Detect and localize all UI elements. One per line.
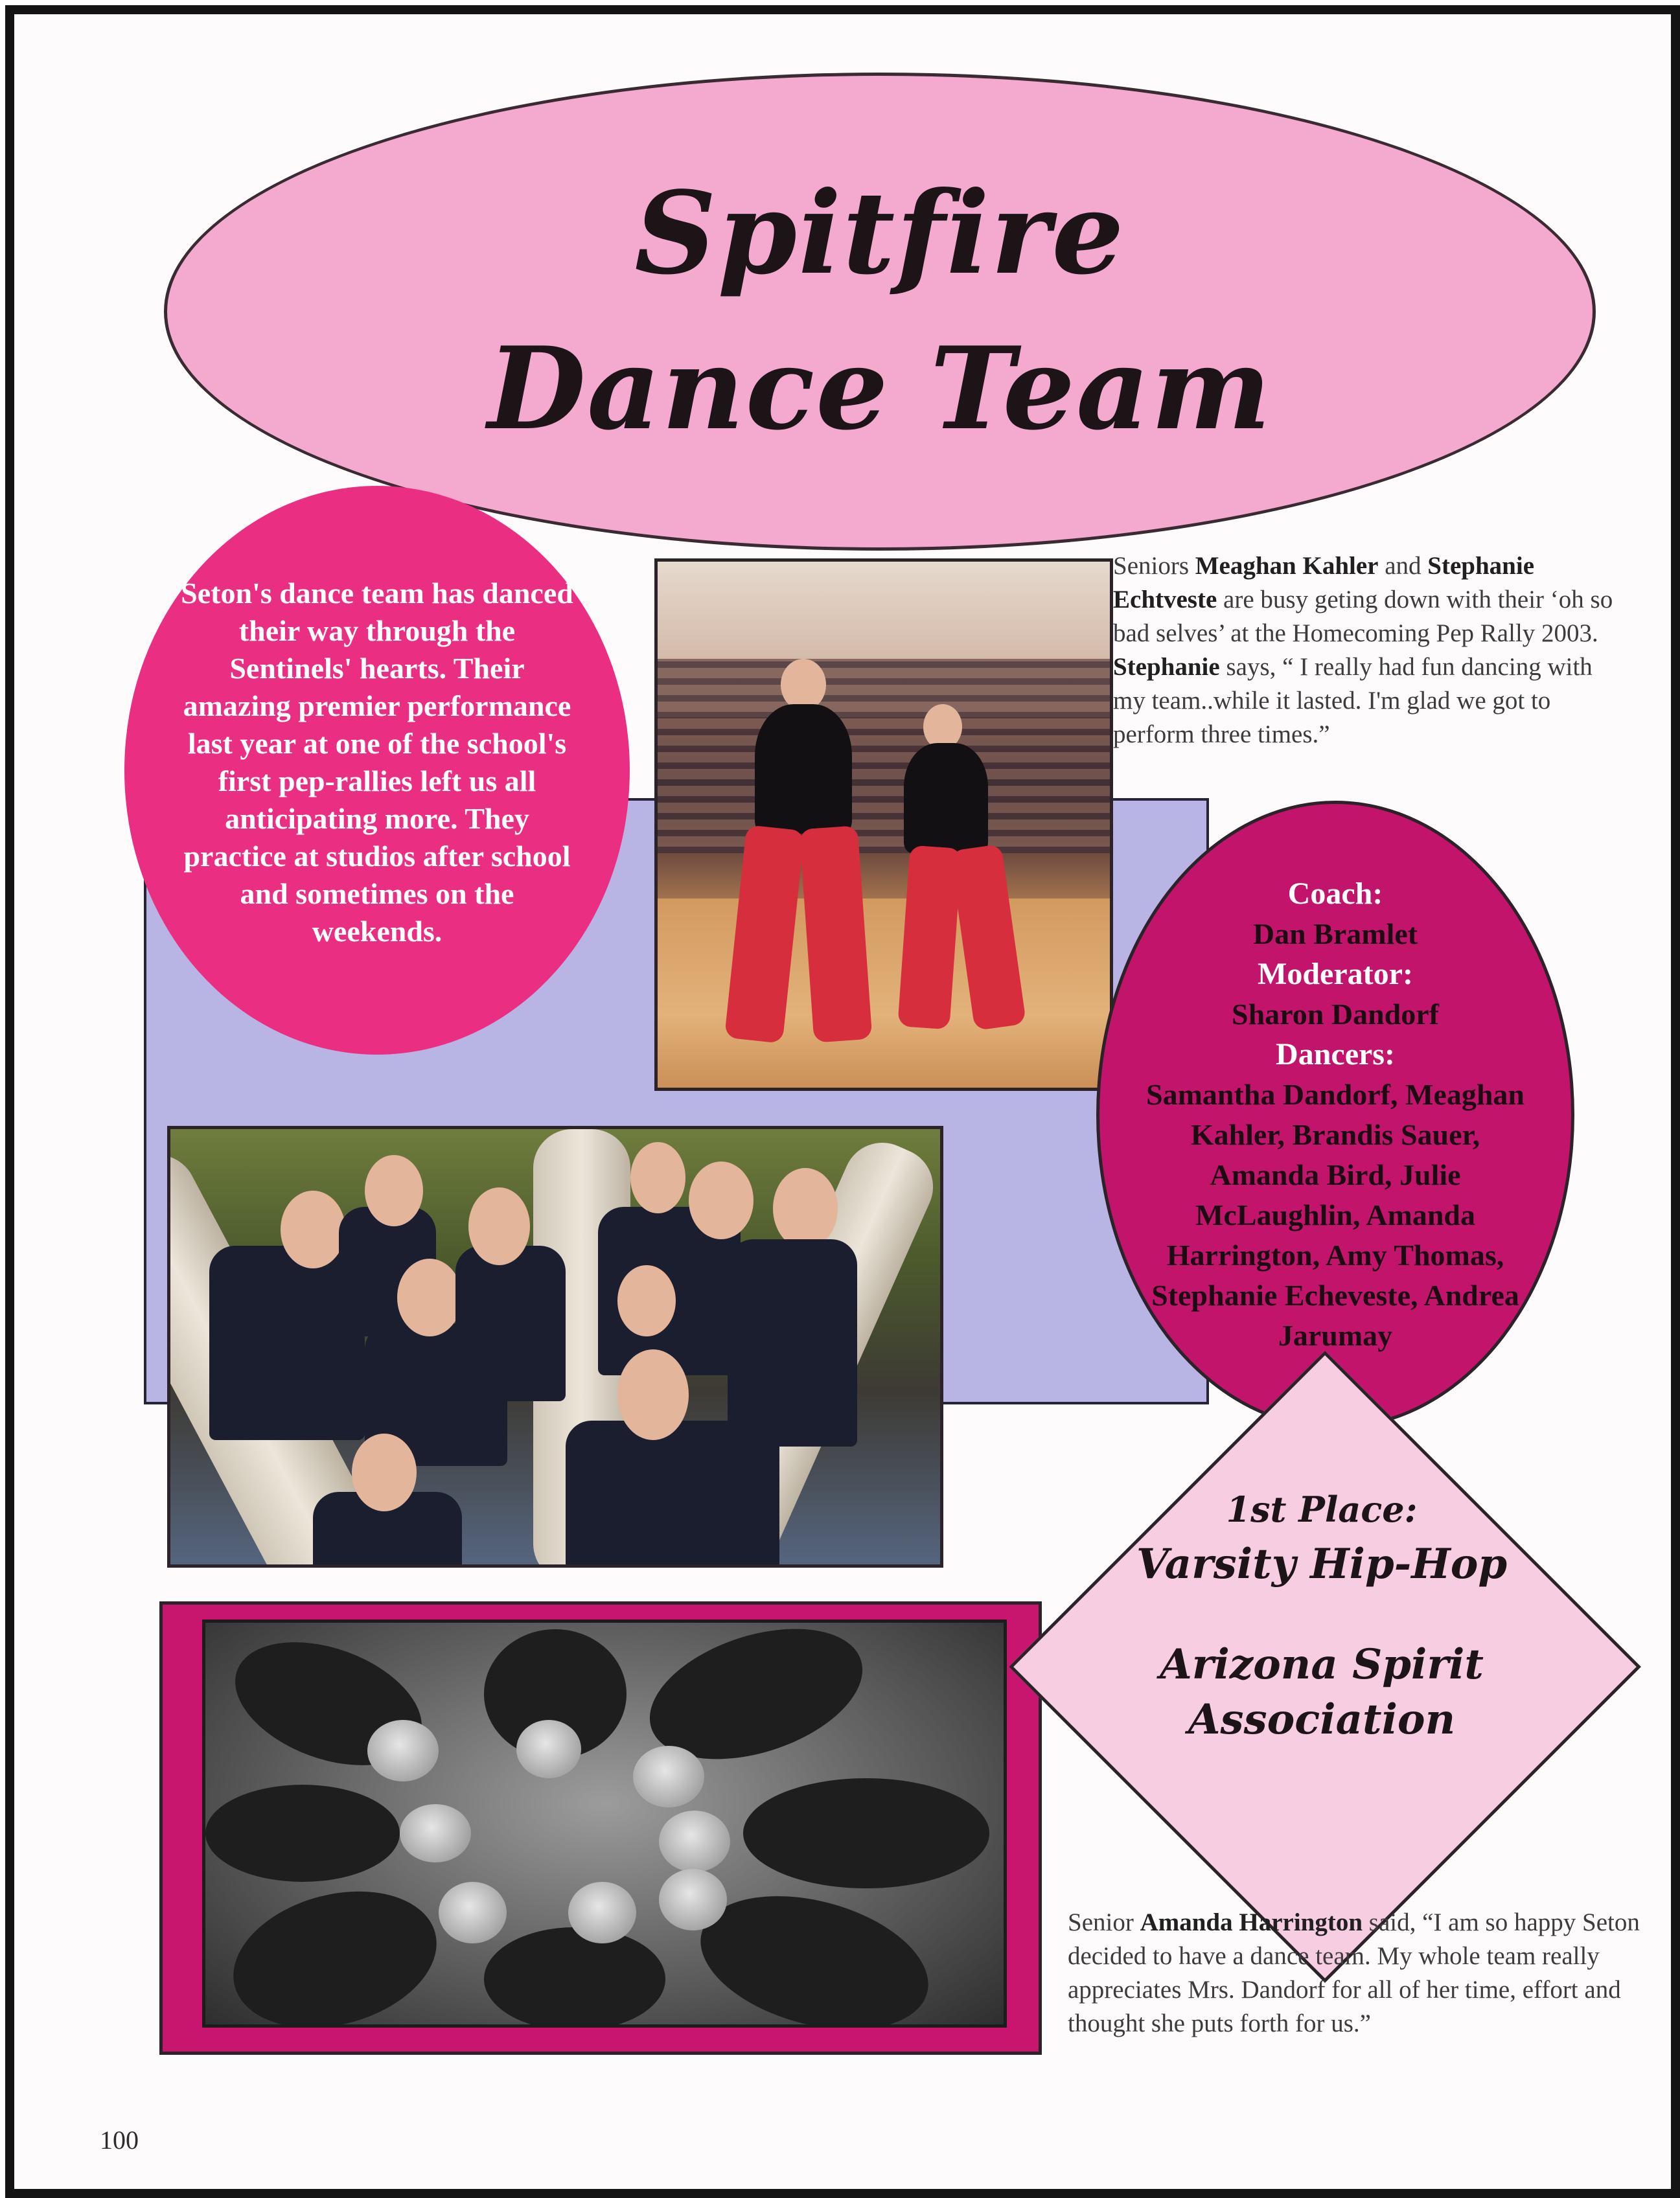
photo-person-face: [617, 1265, 676, 1336]
caption-top-name: Stephanie: [1113, 653, 1220, 681]
photo-dancer-torso: [904, 743, 988, 853]
photo-bw-face: [400, 1804, 471, 1862]
caption-bottom-text: said, “I am so happy Seton decided to have a dance team. My whole team really appreciates Mrs. Dandorf for all of her time, effort and thought she puts forth for us.”: [1068, 1908, 1640, 2037]
caption-top-text: and: [1385, 552, 1421, 580]
photo-gym-floor: [658, 899, 1110, 1091]
photo-bleachers: [658, 659, 1110, 853]
award-org-line-1: Arizona Spirit: [1160, 1640, 1484, 1689]
photo-bw-person: [484, 1927, 665, 2028]
photo-bw-person: [205, 1785, 400, 1882]
title-line-1: Spitfire: [634, 167, 1125, 300]
photo-bw-person: [743, 1778, 989, 1888]
photo-person-face: [617, 1349, 689, 1440]
coach-name: Dan Bramlet: [1252, 917, 1418, 950]
photo-person-face: [352, 1434, 417, 1511]
photo-person-face: [365, 1155, 423, 1226]
photo-bw-face: [659, 1811, 730, 1872]
dancers-label: Dancers:: [1276, 1037, 1395, 1071]
roster-text: [1141, 874, 1530, 1356]
photo-person: [566, 1421, 779, 1568]
photo-person-face: [468, 1187, 530, 1265]
photo-dancer-torso: [755, 704, 852, 834]
photo-person-face: [689, 1162, 754, 1239]
caption-top: [1113, 549, 1625, 751]
roster-oval: [1096, 801, 1574, 1429]
award-org-line-2: Association: [1188, 1695, 1456, 1744]
photo-person-face: [630, 1142, 685, 1213]
photo-dancers-pep-rally: [654, 558, 1113, 1091]
award-place: 1st Place:: [1226, 1489, 1418, 1530]
title-oval: [164, 73, 1596, 551]
photo-bw-face: [633, 1746, 704, 1807]
dancers-list: Samantha Dandorf, Meaghan Kahler, Brandis Sauer, Amanda Bird, Julie McLaughlin, Amanda Harrington, Amy Thomas, Stephanie Echeveste, Andrea Jarumay: [1145, 1078, 1525, 1352]
caption-bottom-text: Senior: [1068, 1908, 1134, 1936]
photo-bw-person: [218, 1870, 452, 2028]
caption-top-name: Meaghan Kahler: [1195, 552, 1379, 580]
photo-bw-face: [659, 1869, 727, 1930]
caption-top-text: Seniors: [1113, 552, 1189, 580]
photo-person: [455, 1246, 566, 1401]
moderator-label: Moderator:: [1258, 957, 1413, 991]
caption-top-text: says, “ I really had fun dancing with my team..while it lasted. I'm glad we got to perform three times.”: [1113, 653, 1593, 748]
photo-team-in-tree: [167, 1126, 943, 1568]
caption-bottom: [1068, 1906, 1651, 2041]
photo-person-face: [397, 1259, 462, 1336]
title-line-2: Dance Team: [487, 323, 1272, 455]
caption-bottom-name: Amanda Harrington: [1140, 1908, 1363, 1936]
caption-top-name: Stephanie Echtveste: [1113, 552, 1534, 613]
moderator-name: Sharon Dandorf: [1232, 998, 1439, 1031]
photo-person-face: [773, 1168, 838, 1249]
photo-bw-face: [439, 1882, 507, 1943]
coach-label: Coach:: [1287, 876, 1383, 911]
award-text: [1050, 1483, 1594, 1749]
photo-person-face: [281, 1191, 345, 1268]
award-category: Varsity Hip-Hop: [1136, 1540, 1508, 1588]
photo-bw-face: [367, 1720, 439, 1781]
intro-text: Seton's dance team has danced their way through the Sentinels' hearts. Their amazing premier performance last year at one of the school's first pep-rallies left us all anticipating more. They practice at studios after school and sometimes on the weekends.: [181, 576, 573, 948]
photo-team-lying-in-circle: [202, 1620, 1007, 2028]
photo-dancer-head: [781, 659, 826, 711]
photo-bw-face: [568, 1882, 636, 1943]
photo-bw-face: [516, 1720, 581, 1778]
intro-circle: [124, 486, 630, 1055]
page-number: 100: [100, 2125, 139, 2155]
photo-person: [728, 1239, 857, 1447]
caption-top-text: are busy geting down with their ‘oh so bad selves’ at the Homecoming Pep Rally 2003.: [1113, 586, 1613, 647]
